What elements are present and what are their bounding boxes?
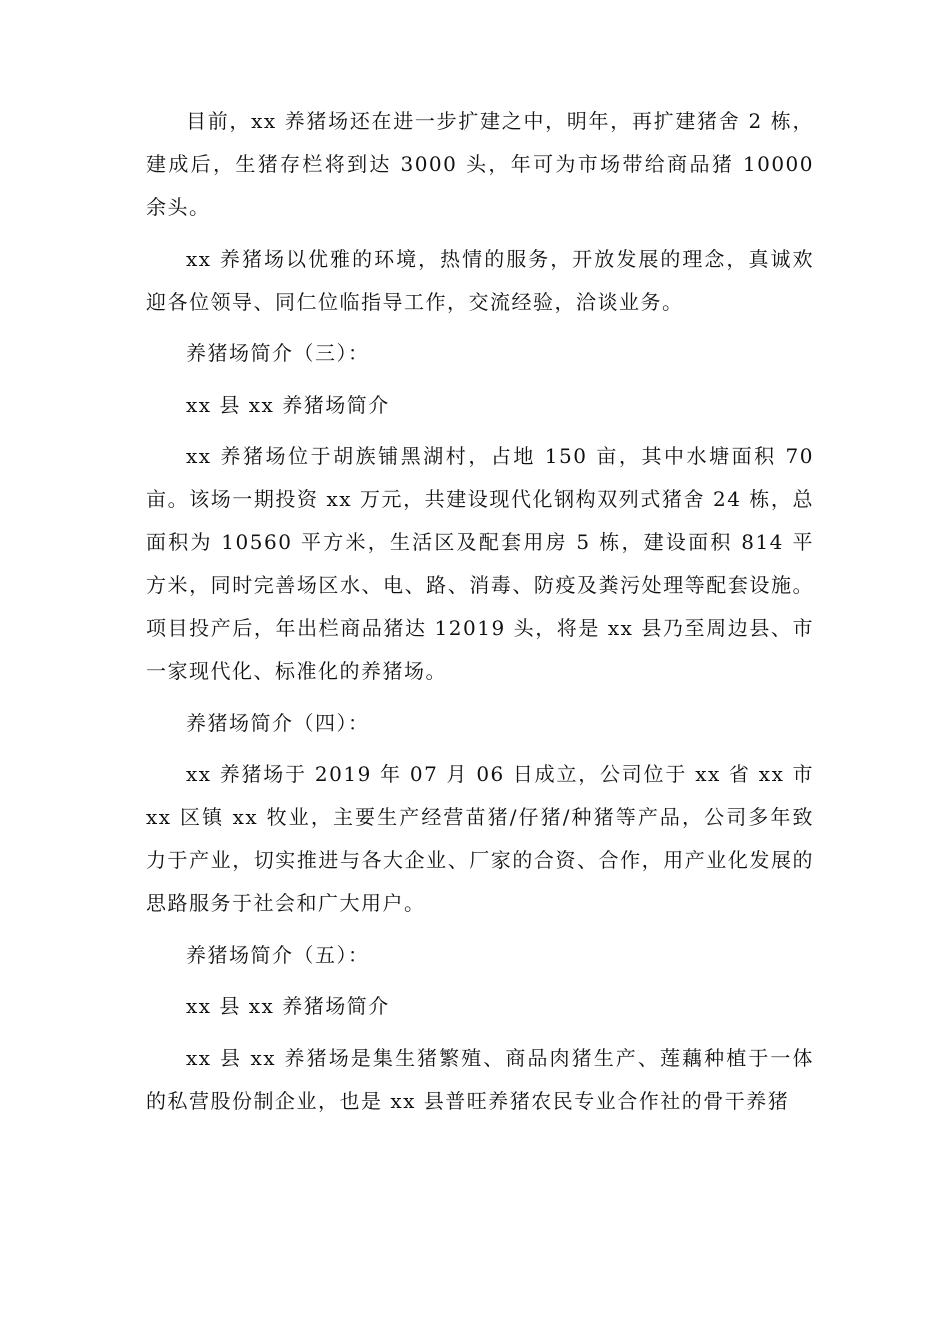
paragraph-expansion-plan: 目前，xx 养猪场还在进一步扩建之中，明年，再扩建猪舍 2 栋，建成后，生猪存栏将到达 3000 头，年可为市场带给商品猪 10000 余头。 (146, 109, 814, 219)
section-title-3: xx 县 xx 养猪场简介 (186, 392, 390, 417)
section-title-5: xx 县 xx 养猪场简介 (186, 994, 390, 1018)
section-heading-3: 养猪场简介（三）： (186, 341, 370, 365)
document-body (146, 100, 814, 1131)
paragraph-enterprise-profile: xx 县 xx 养猪场是集生猪繁殖、商品肉猪生产、莲藕种植于一体的私营股份制企业，也是 xx 县普旺养猪农民专业合作社的骨干养猪 (146, 1045, 814, 1113)
paragraph-welcome: xx 养猪场以优雅的环境，热情的服务，开放发展的理念，真诚欢迎各位领导、同仁位临指导工作，交流经验，洽谈业务。 (146, 246, 814, 314)
section-heading-4: 养猪场简介（四）： (186, 710, 370, 735)
paragraph-company-profile: xx 养猪场于 2019 年 07 月 06 日成立，公司位于 xx 省 xx 市 xx 区镇 xx 牧业，主要生产经营苗猪/仔猪/种猪等产品，公司多年致力于产业，切实推进与各大企业、厂家的合资、合作，用产业化发展的思路服务于社会和广大用户。 (146, 762, 814, 915)
section-heading-5: 养猪场简介（五）： (186, 942, 370, 967)
paragraph-farm-location: xx 养猪场位于胡族铺黑湖村，占地 150 亩，其中水塘面积 70 亩。该场一期投资 xx 万元，共建设现代化钢构双列式猪舍 24 栋，总面积为 10560 平方米，生活区及配套用房 5 栋，建设面积 814 平方米，同时完善场区水、电、路、消毒、防疫及粪污处理等配套设施。项目投产后，年出栏商品猪达 12019 头，将是 xx 县乃至周边县、市一家现代化、标准化的养猪场。 (146, 444, 814, 683)
